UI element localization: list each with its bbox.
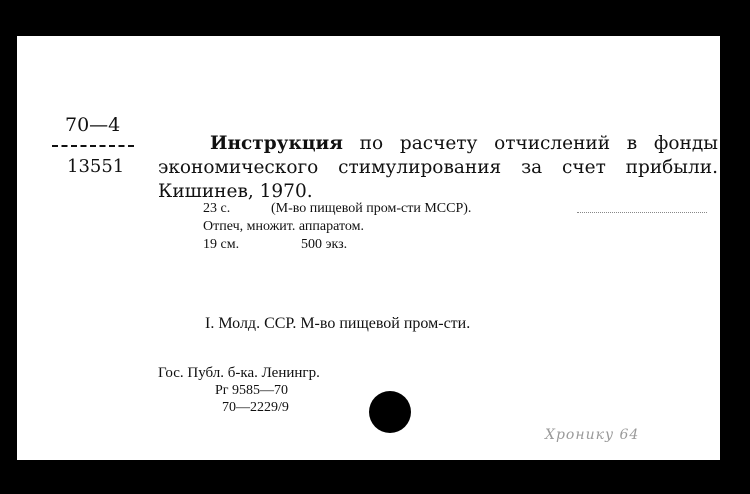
title-entry (158, 132, 718, 204)
register: Рг 9585—70 (215, 383, 289, 398)
pages: 23 с. (203, 201, 231, 216)
catalog-card (17, 36, 720, 460)
library: Гос. Публ. б-ка. Ленингр. (158, 365, 320, 381)
size: 19 см. (203, 237, 240, 252)
call-number-top: 70—4 (65, 114, 121, 136)
title-bold: Инструкция (210, 133, 343, 154)
title-rest: по расчету отчислений в фонды экономического стимулирования за счет прибыли. Кишинев, 1970. (158, 133, 718, 202)
card-number: 70—2229/9 (222, 400, 289, 415)
faded-stamp: Хронику 64 (545, 427, 640, 443)
print-note: Отпеч, множит. аппаратом. (203, 219, 364, 234)
dotted-line (577, 212, 707, 213)
tracing: I. Молд. ССР. М-во пищевой пром-сти. (205, 315, 471, 332)
divider (52, 145, 134, 147)
publisher: (М-во пищевой пром-сти МССР). (271, 201, 472, 216)
call-number-bottom: 13551 (67, 156, 125, 177)
punch-hole (369, 391, 411, 433)
copies: 500 экз. (301, 237, 348, 252)
